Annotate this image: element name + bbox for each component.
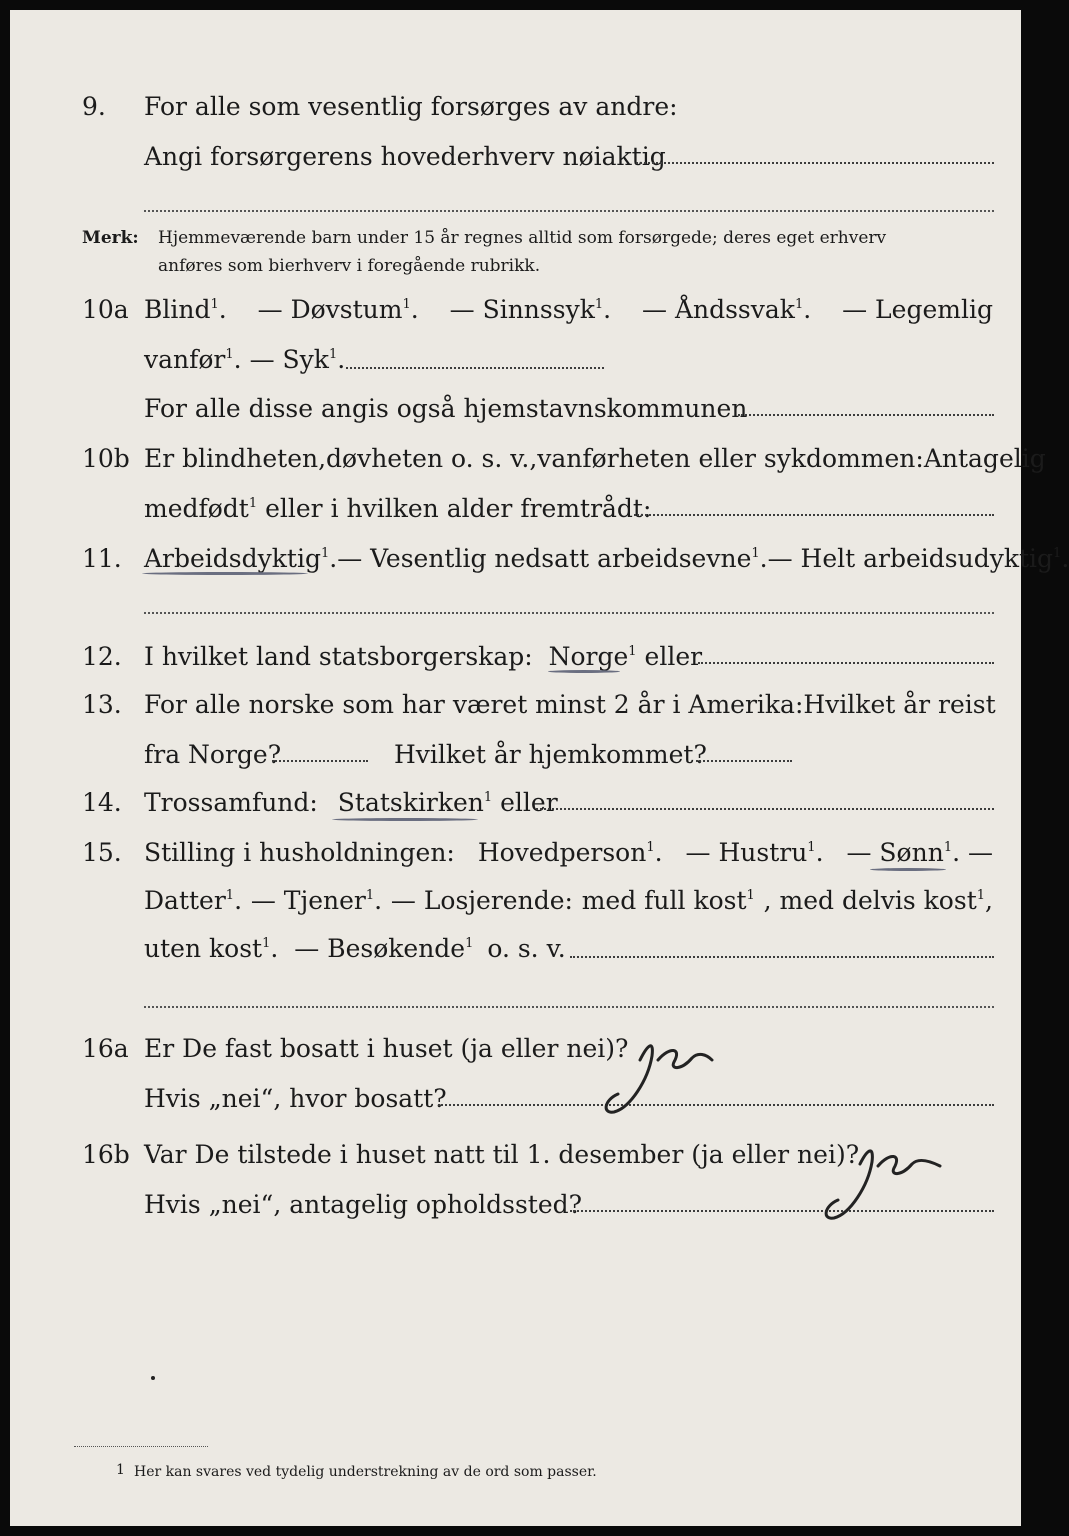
q9-prompt: Angi forsørgerens hovederhverv nøiaktig	[144, 142, 666, 171]
option-tjener[interactable]: — Tjener$^1$.	[250, 886, 383, 915]
option-besokende[interactable]: — Besøkende$^1$	[294, 934, 474, 963]
footnote-rule	[74, 1446, 208, 1447]
q13-number: 13.	[82, 690, 122, 719]
option-hovedperson[interactable]: Hovedperson$^1$.	[477, 838, 663, 867]
option-sinnssyk[interactable]: — Sinnssyk$^1$.	[449, 295, 612, 324]
q14-answer-line[interactable]	[536, 808, 994, 810]
q15-answer-line-2[interactable]	[144, 1006, 994, 1008]
merk-label: Merk:	[82, 228, 139, 248]
q16a-handwritten-answer[interactable]	[600, 1030, 730, 1120]
q9-answer-line[interactable]	[636, 162, 994, 164]
q10a-number: 10a	[82, 295, 129, 324]
underline-statskirken	[332, 818, 478, 821]
q10a-hjemstavn-line[interactable]	[738, 414, 994, 416]
option-norge[interactable]: Norge$^1$	[548, 642, 637, 671]
footnote-text: Her kan svares ved tydelig understrekning av de ord som passer.	[134, 1464, 597, 1480]
q11-answer-line[interactable]	[144, 612, 994, 614]
underline-arbeidsdyktig	[142, 572, 308, 575]
q9-number: 9.	[82, 92, 106, 121]
option-hustru[interactable]: — Hustru$^1$.	[685, 838, 824, 867]
q9-text: For alle som vesentlig forsørges av andre:	[144, 92, 678, 121]
option-andssvak[interactable]: — Åndssvak$^1$.	[642, 295, 812, 324]
q10b-answer-line[interactable]	[634, 514, 994, 516]
census-form-page: 9. For alle som vesentlig forsørges av andre: Angi forsørgerens hovederhverv nøiaktig Merk: Hjemmeværende barn under 15 år regnes alltid som forsørgede; deres eget erhverv anføres som bierhverv i foregående rubrikk. 10a Blind$^1$. — Døvstum$^1$. — Sinnssyk$^1$. — Åndssvak$^1$. — Legemlig vanfør$^1$. — Syk$^1$. For alle disse angis også hjemstavnskommunen 10b Er blindheten, døvheten o. s. v., vanførheten eller sykdommen: Antagelig medfødt$^1$ eller i hvilken alder fremtrådt: 11. Arbeidsdyktig$^1$. — Vesentlig nedsatt arbeidsevne$^1$. — Helt arbeidsudyktig$^1$. 12. I hvilket land statsborgerskap: Norge$^1$ eller 13. For alle norske som har været minst 2 år i Amerika: Hvilket år reist fra Norge? Hvilket år hjemkommet? 14. Trossamfund: Statskirken$^1$ eller 15. Stilling i husholdningen: Hovedperson$^1$. — Hustru$^1$. — Sønn$^1$. — Datter$^1$. — Tjener$^1$. — Losjerende: med full kost$^1$ , med delvis kost$^1$, uten kost$^1$. — Besøkende$^1$ o. s. v. 16a Er De fast bosatt i huset (ja eller nei)? Hvis „nei“, hvor bosatt? 16b Var De tilstede i huset natt til 1. desember (ja eller nei)? Hvis „nei“, antagelig opholdssted? 1 Her kan svares ved tydelig understrekning av de ord som passer.	[10, 10, 1021, 1526]
option-sonn[interactable]: — Sønn$^1$. —	[846, 838, 993, 867]
q13-hjemkommet-line[interactable]	[696, 760, 792, 762]
ink-dot	[151, 1376, 155, 1380]
q10a-hjemstavn-prompt: For alle disse angis også hjemstavnskommunen	[144, 394, 748, 423]
q13-reist-line[interactable]	[272, 760, 368, 762]
q10a-options	[144, 295, 993, 325]
q9-answer-line-2[interactable]	[144, 210, 994, 212]
underline-norge	[548, 670, 620, 673]
q16b-handwritten-answer[interactable]	[816, 1138, 956, 1228]
q16b-number: 16b	[82, 1140, 130, 1169]
option-full-kost[interactable]: med full kost$^1$	[581, 886, 755, 915]
q10b-number: 10b	[82, 444, 130, 473]
option-dovstum[interactable]: — Døvstum$^1$.	[257, 295, 419, 324]
option-arbeidsdyktig[interactable]: Arbeidsdyktig$^1$.	[144, 544, 338, 573]
q14-number: 14.	[82, 788, 122, 817]
footnote-mark: 1	[116, 1462, 125, 1478]
underline-sonn	[870, 868, 946, 871]
option-arbeidsudyktig[interactable]: — Helt arbeidsudyktig$^1$.	[767, 544, 1069, 573]
option-delvis-kost[interactable]: , med delvis kost$^1$,	[763, 886, 993, 915]
q12-answer-line[interactable]	[698, 662, 994, 664]
q15-answer-line[interactable]	[570, 956, 994, 958]
option-syk[interactable]: — Syk$^1$.	[249, 345, 346, 374]
option-vanfor[interactable]: vanfør$^1$.	[144, 345, 242, 374]
merk-line1: Hjemmeværende barn under 15 år regnes alltid som forsørgede; deres eget erhverv	[158, 228, 887, 248]
option-nedsatt[interactable]: — Vesentlig nedsatt arbeidsevne$^1$.	[337, 544, 768, 573]
merk-line2: anføres som bierhverv i foregående rubrikk.	[158, 256, 541, 276]
option-statskirken[interactable]: Statskirken$^1$	[337, 788, 493, 817]
option-uten-kost[interactable]: uten kost$^1$.	[144, 934, 279, 963]
q11-number: 11.	[82, 544, 122, 573]
q16a-number: 16a	[82, 1034, 129, 1063]
option-blind[interactable]: Blind$^1$.	[144, 295, 227, 324]
q12-number: 12.	[82, 642, 122, 671]
option-legemlig[interactable]: — Legemlig	[842, 295, 993, 324]
option-datter[interactable]: Datter$^1$.	[144, 886, 243, 915]
q15-number: 15.	[82, 838, 122, 867]
q10a-answer-line[interactable]	[346, 367, 604, 369]
